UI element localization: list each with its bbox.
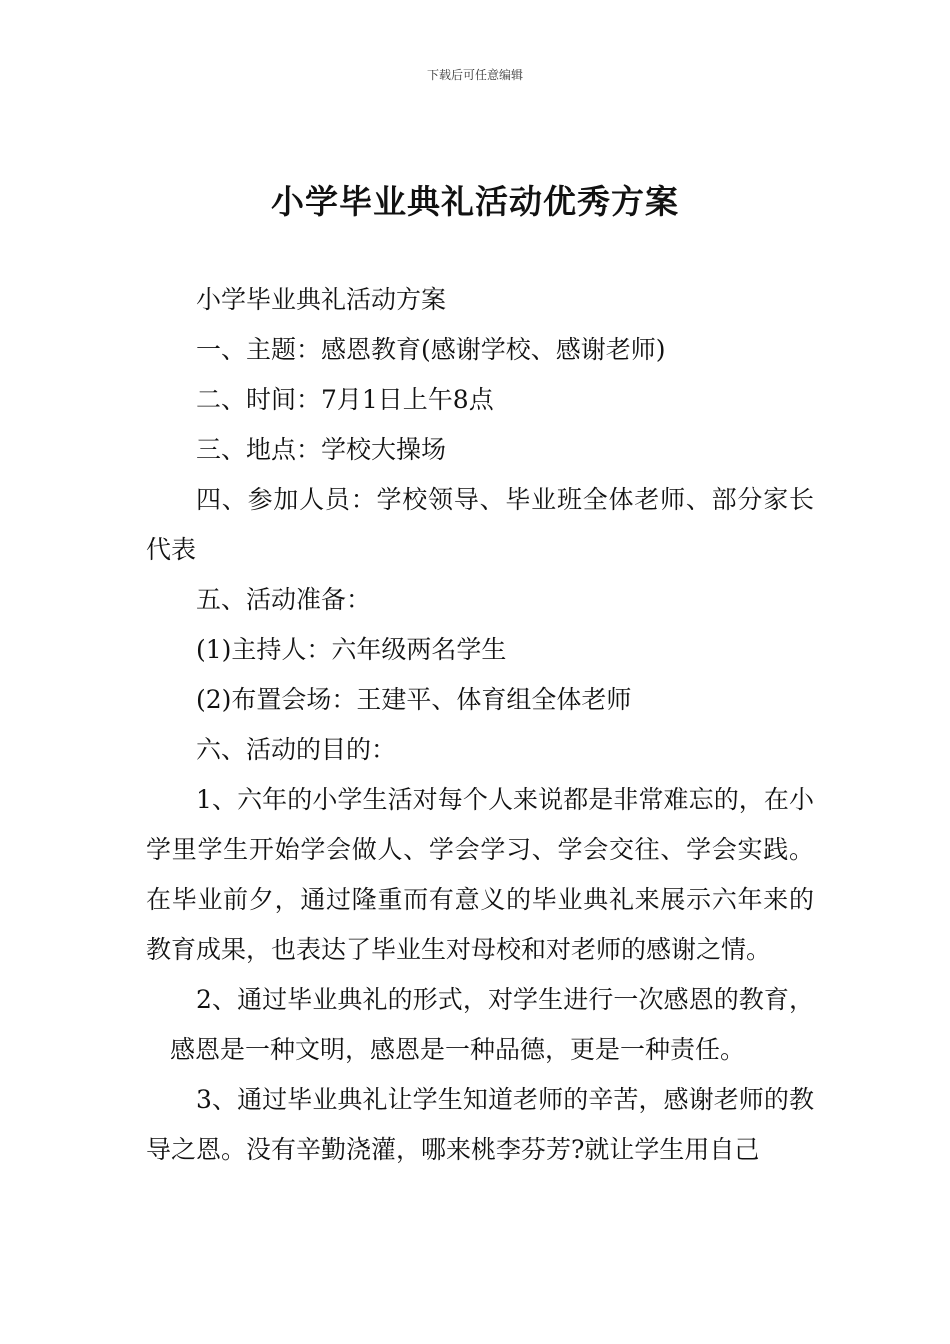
paragraph-purpose-1: 1、六年的小学生活对每个人来说都是非常难忘的，在小学里学生开始学会做人、学会学习、学会交往、学会实践。在毕业前夕，通过隆重而有意义的毕业典礼来展示六年来的教育成果，也表达了毕业生对母校和对老师的感谢之情。 bbox=[146, 785, 814, 964]
paragraph-participants: 四、参加人员：学校领导、毕业班全体老师、部分家长代表 bbox=[146, 485, 814, 564]
paragraph-purpose-heading: 六、活动的目的： bbox=[196, 735, 397, 764]
paragraph-plan-heading: 小学毕业典礼活动方案 bbox=[196, 285, 447, 314]
paragraph-host: (1)主持人：六年级两名学生 bbox=[196, 635, 507, 664]
page-header-note: 下载后可任意编辑 bbox=[426, 68, 523, 82]
paragraph-preparation: 五、活动准备： bbox=[196, 585, 372, 614]
paragraph-location: 三、地点：学校大操场 bbox=[196, 435, 447, 464]
document-body bbox=[146, 275, 814, 1175]
document-title: 小学毕业典礼活动优秀方案 bbox=[271, 182, 679, 221]
paragraph-theme: 一、主题：感恩教育(感谢学校、感谢老师) bbox=[196, 335, 666, 364]
paragraph-time: 二、时间：7月1日上午8点 bbox=[196, 385, 494, 414]
paragraph-venue-setup: (2)布置会场：王建平、体育组全体老师 bbox=[196, 685, 632, 714]
paragraph-purpose-3: 3、通过毕业典礼让学生知道老师的辛苦，感谢老师的教导之恩。没有辛勤浇灌，哪来桃李芬芳?就让学生用自己 bbox=[146, 1085, 814, 1164]
paragraph-purpose-2: 2、通过毕业典礼的形式，对学生进行一次感恩的教育，感恩是一种文明，感恩是一种品德，更是一种责任。 bbox=[170, 985, 814, 1064]
